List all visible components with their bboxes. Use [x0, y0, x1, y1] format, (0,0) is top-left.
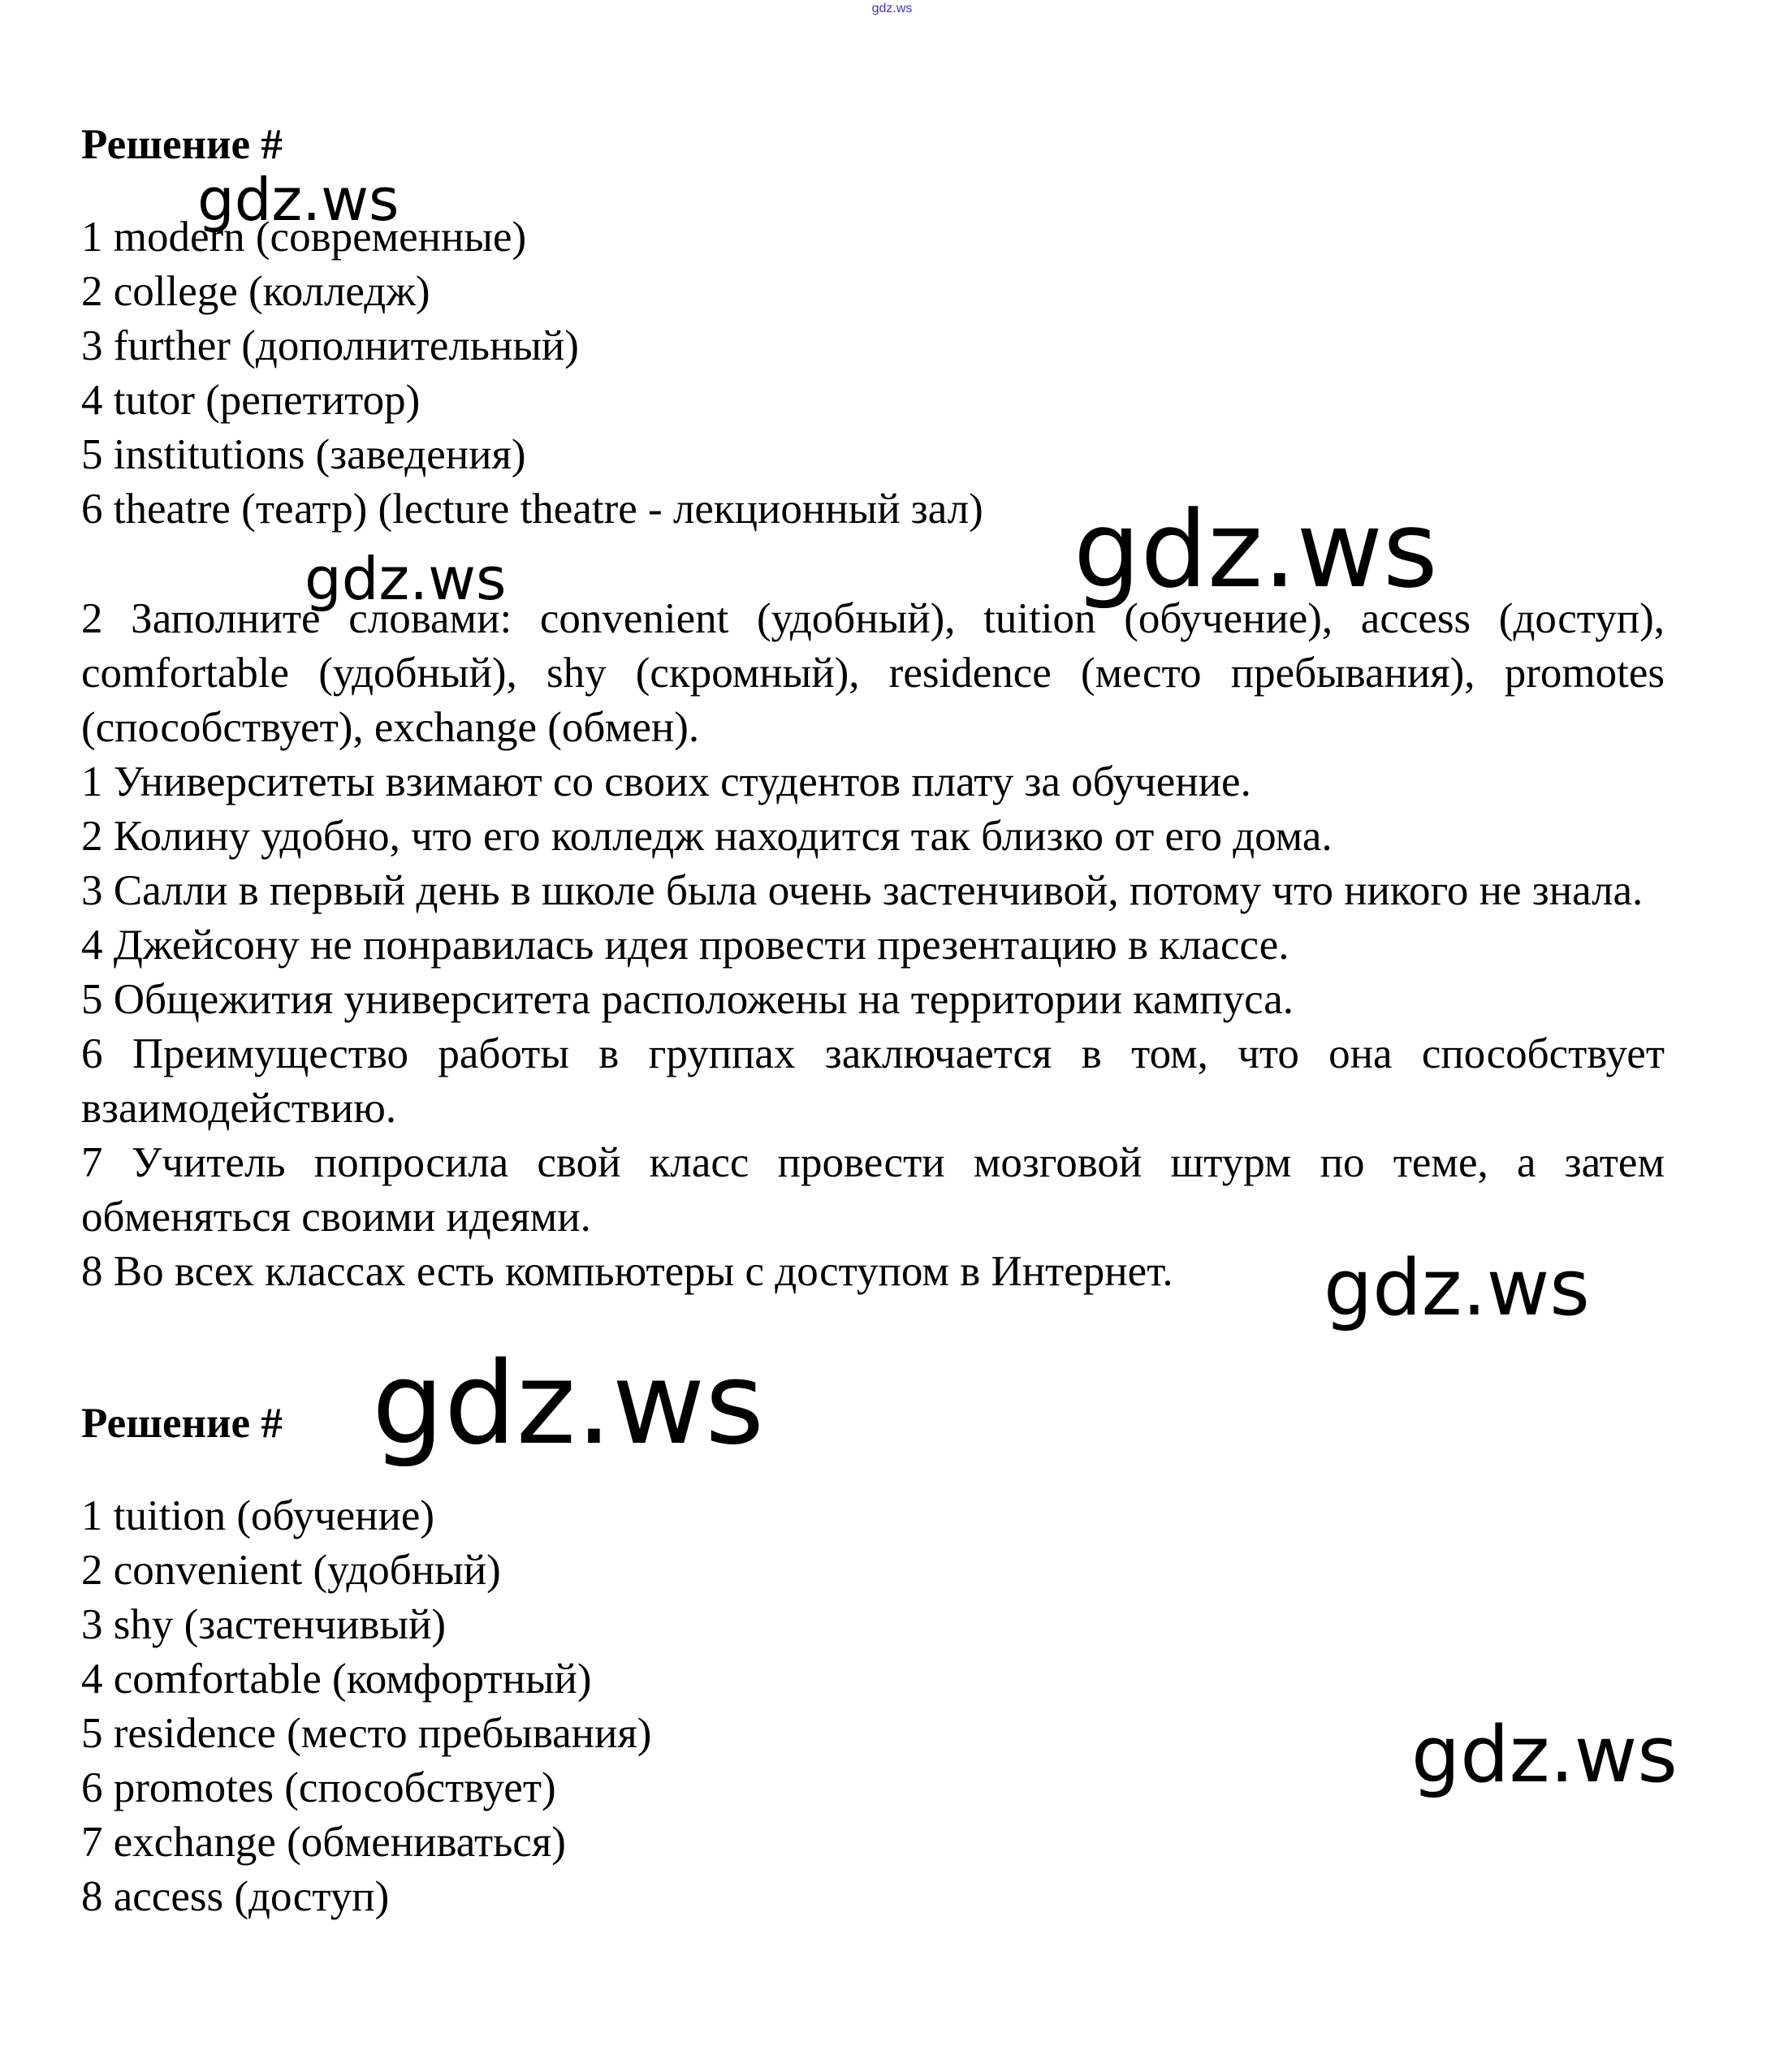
section1-item: 1 modern (современные) [81, 214, 527, 261]
header-watermark: gdz.ws [871, 2, 913, 15]
section3-heading: Решение # [81, 1400, 283, 1447]
section3-item: 6 promotes (способствует) [81, 1764, 556, 1811]
section3-item: 4 comfortable (комфортный) [81, 1655, 592, 1703]
watermark: gdz.ws [197, 166, 400, 234]
section1-item: 3 further (дополнительный) [81, 322, 579, 369]
section1-item: 2 college (колледж) [81, 268, 430, 315]
section1-item: 4 tutor (репетитор) [81, 377, 421, 424]
section2-sentence: 6 Преимущество работы в группах заключается в том, что она способствует взаимодействию. [81, 1030, 1665, 1132]
section2-sentence: 4 Джейсону не понравилась идея провести презентацию в классе. [81, 922, 1289, 969]
section2-sentence: 8 Во всех классах есть компьютеры с доступом в Интернет. [81, 1248, 1173, 1295]
section1-heading: Решение # [81, 121, 283, 168]
section1-item: 6 theatre (театр) (lecture theatre - лекционный зал) [81, 486, 983, 533]
document-page [81, 118, 1665, 1924]
section2-intro: 2 Заполните словами: convenient (удобный), tuition (обучение), access (доступ), comfortable (удобный), shy (скромный), residence (место пребывания), promotes (способствует), exchange (обмен). [81, 595, 1665, 751]
section3-item: 3 shy (застенчивый) [81, 1601, 446, 1648]
section3-item: 1 tuition (обучение) [81, 1492, 435, 1539]
section1-item: 5 institutions (заведения) [81, 431, 526, 478]
section2-sentence: 1 Университеты взимают со своих студентов плату за обучение. [81, 758, 1251, 805]
section2-sentence: 7 Учитель попросила свой класс провести мозговой штурм по теме, а затем обменяться своими идеями. [81, 1139, 1665, 1241]
watermark: gdz.ws [1324, 1244, 1590, 1333]
section2-sentence: 5 Общежития университета расположены на территории кампуса. [81, 976, 1294, 1023]
watermark: gdz.ws [1411, 1711, 1678, 1800]
section3-item: 2 convenient (удобный) [81, 1547, 501, 1594]
section3-item: 5 residence (место пребывания) [81, 1710, 652, 1757]
section2-sentence: 3 Салли в первый день в школе была очень застенчивой, потому что никого не знала. [81, 867, 1644, 914]
watermark: gdz.ws [305, 545, 507, 613]
section3-item: 7 exchange (обмениваться) [81, 1819, 566, 1866]
watermark: gdz.ws [372, 1338, 765, 1470]
section3-item: 8 access (доступ) [81, 1873, 390, 1920]
section2-sentence: 2 Колину удобно, что его колледж находится так близко от его дома. [81, 813, 1333, 860]
watermark: gdz.ws [1073, 488, 1438, 611]
